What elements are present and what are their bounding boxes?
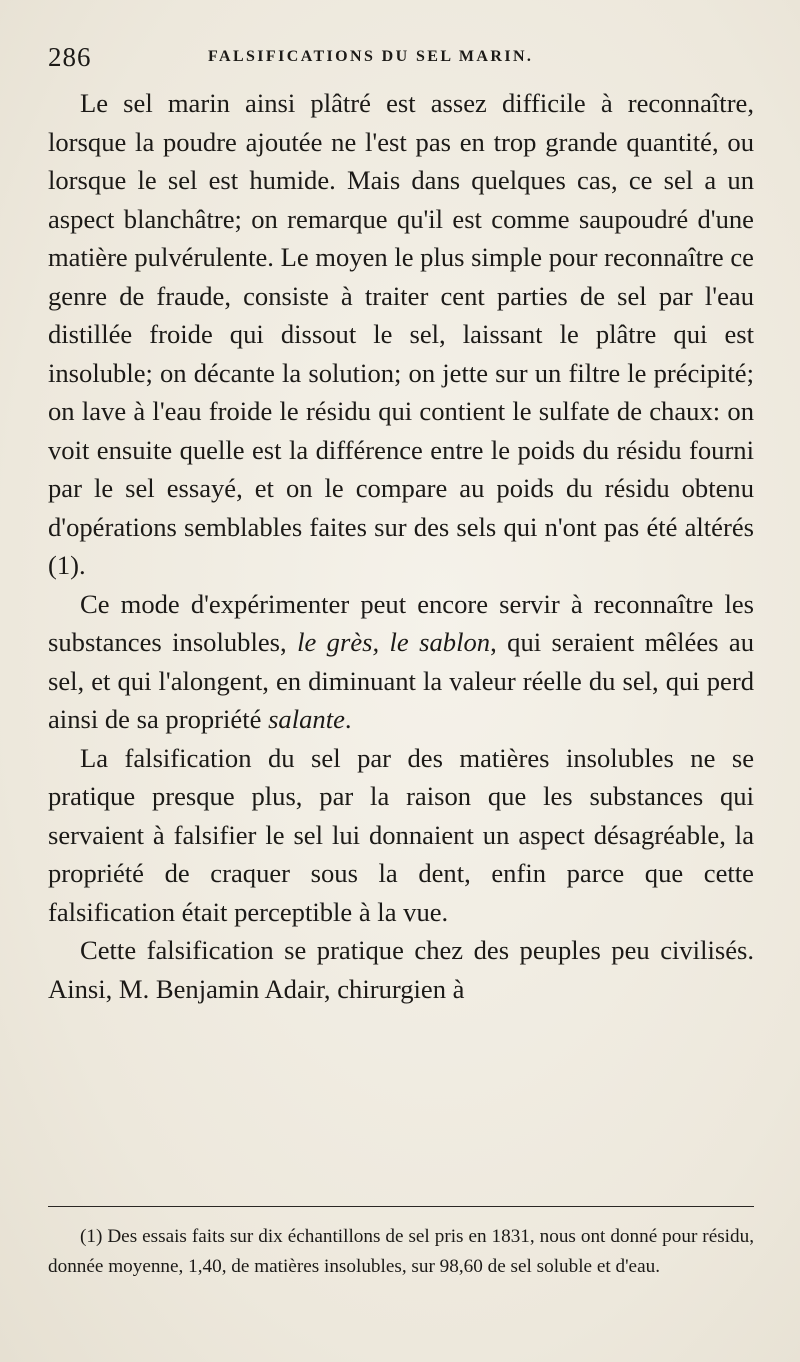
page-header	[48, 42, 768, 78]
paragraph-3: La falsification du sel par des matières insolubles ne se pratique presque plus, par la raison que les substances qui servaient à falsifier le sel lui donnaient un aspect désagréable, la propriété de craquer sous la dent, enfin parce que cette falsification était perceptible à la vue.	[48, 742, 754, 927]
paragraph-2-part-c: , qui seraient mêlées au sel, et qui l'alongent, en diminuant la valeur réelle du sel, qui perd ainsi de sa propriété	[48, 627, 754, 734]
paragraph-2-italic-gres-sablon: le grès, le sablon	[297, 627, 491, 657]
paragraph-4: Cette falsification se pratique chez des peuples peu civilisés. Ainsi, M. Benjamin Adair, chirurgien à	[48, 935, 754, 1004]
footnote	[48, 1222, 754, 1282]
paragraph-1: Le sel marin ainsi plâtré est assez difficile à reconnaître, lorsque la poudre ajoutée ne l'est pas en trop grande quantité, ou lorsque le sel est humide. Mais dans quelques cas, ce sel a un aspect blanchâtre; on remarque qu'il est comme saupoudré d'une matière pulvérulente. Le moyen le plus simple pour reconnaître ce genre de fraude, consiste à traiter cent parties de sel par l'eau distillée froide qui dissout le sel, laissant le plâtre qui est insoluble; on décante la solution; on jette sur un filtre le précipité; on lave à l'eau froide le résidu qui contient le sulfate de chaux: on voit ensuite quelle est la différence entre le poids du résidu fourni par le sel essayé, et on le compare au poids du résidu obtenu d'opérations semblables faites sur des sels qui n'ont pas été altérés (1).	[48, 88, 754, 580]
footnote-text: (1) Des essais faits sur dix échantillons de sel pris en 1831, nous ont donné pour résidu, donnée moyenne, 1,40, de matières insolubles, sur 98,60 de sel soluble et d'eau.	[48, 1226, 754, 1277]
paragraph-2	[48, 585, 754, 739]
main-text	[48, 84, 754, 1008]
running-head: FALSIFICATIONS DU SEL MARIN.	[208, 48, 534, 65]
footnote-divider	[48, 1206, 754, 1207]
paragraph-2-part-a: Ce mode d'expérimenter peut encore servir à reconnaître les substances insolubles,	[48, 588, 754, 657]
paragraph-2-part-e: .	[344, 704, 352, 734]
paragraph-2-italic-salante: salante	[268, 704, 345, 734]
page-number: 286	[48, 42, 92, 72]
